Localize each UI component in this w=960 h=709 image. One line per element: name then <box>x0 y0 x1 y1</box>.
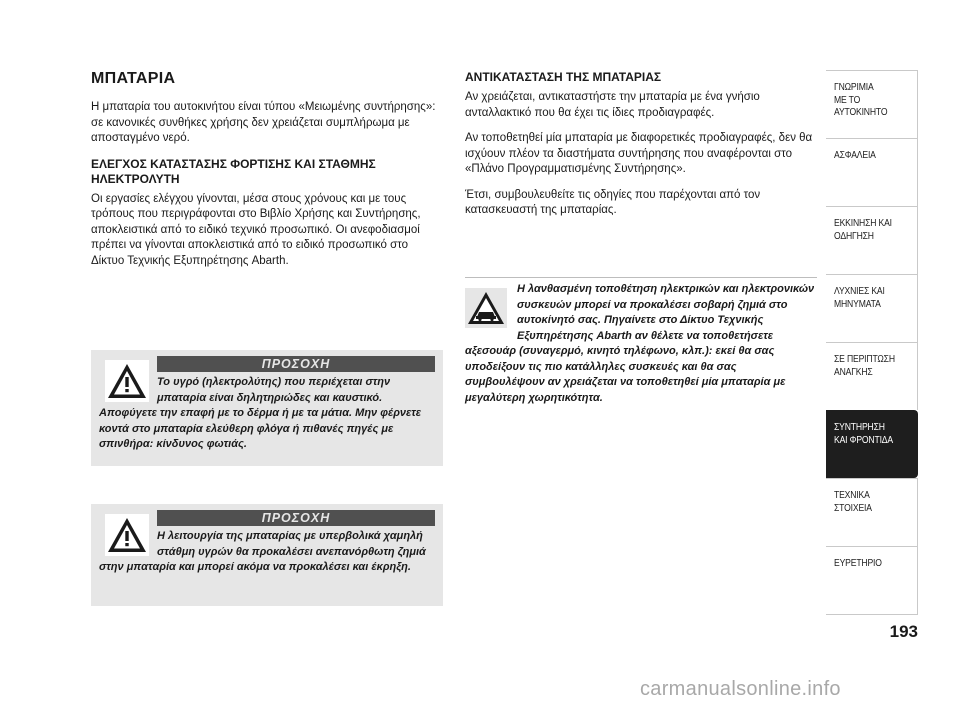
tab-safety[interactable] <box>826 138 918 206</box>
tab-index[interactable] <box>826 546 918 614</box>
replacement-text-2: Αν τοποθετηθεί μία μπαταρία με διαφορετικές προδιαγραφές, δεν θα ισχύουν πλέον τα διαστήματα συντήρησης που αναφέρονται στο «Πλάνο Προγραμματισμένης Συντήρησης». <box>465 132 813 175</box>
tab-label: ΕΚΚΙΝΗΣΗ ΚΑΙ ΟΔΗΓΗΣΗ <box>834 217 892 242</box>
tab-starting-driving[interactable] <box>826 206 918 274</box>
tab-label: ΑΣΦΑΛΕΙΑ <box>834 149 876 161</box>
watermark: carmanualsonline.info <box>640 678 841 700</box>
warning-text: Η λειτουργία της μπαταρίας με υπερβολικά χαμηλή στάθμη υγρών θα προκαλέσει ανεπανόρθωτη ζημιά στην μπαταρία και μπορεί ακόμα να προκαλέσει και έκρηξη. <box>99 530 426 573</box>
tab-maintenance[interactable] <box>826 410 918 478</box>
tab-label: ΣΕ ΠΕΡΙΠΤΩΣΗ ΑΝΑΓΚΗΣ <box>834 353 895 378</box>
check-text: Οι εργασίες ελέγχου γίνονται, μέσα στους χρόνους και με τους τρόπους που περιγράφονται στο Βιβλίο Χρήσης και Συντήρησης, αποκλειστικά από το ειδικό τεχνικό προσωπικό. Οι ανεφοδιασμοί πρέπει να γίνονται αποκλειστικά από το ειδικό προσωπικό στο Δίκτυο Τεχνικής Εξυπηρέτησης Abarth. <box>91 192 421 267</box>
page-number: 193 <box>889 622 918 641</box>
warning-header: ΠΡΟΣΟΧΗ <box>157 510 435 526</box>
warning-text: Το υγρό (ηλεκτρολύτης) που περιέχεται στην μπαταρία είναι δηλητηριώδες και καυστικό. Αποφύγετε την επαφή με το δέρμα ή με τα μάτια. Μην φέρνετε κοντά στο μπαταρία ελεύθερη φλόγα ή πιθανές πηγές με σπινθήρα: κίνδυνος φωτιάς. <box>99 376 422 450</box>
battery-intro: Η μπαταρία του αυτοκινήτου είναι τύπου «Μειωμένης συντήρησης»: σε κανονικές συνθήκες χρήσης δεν χρειάζεται συμπλήρωμα με αποσταγμένο νερό. <box>91 101 436 144</box>
tab-label: ΕΥΡΕΤΗΡΙΟ <box>834 557 882 569</box>
note-box-accessories <box>465 277 817 406</box>
tab-label: ΤΕΧΝΙΚΑ ΣΤΟΙΧΕΙΑ <box>834 489 872 514</box>
tab-getting-to-know[interactable] <box>826 70 918 138</box>
warning-triangle-icon <box>105 514 149 556</box>
tab-lights-messages[interactable] <box>826 274 918 342</box>
tab-label: ΓΝΩΡΙΜΙΑ ΜΕ ΤΟ ΑΥΤΟΚΙΝΗΤΟ <box>834 81 888 118</box>
tab-technical-data[interactable] <box>826 478 918 546</box>
warning-header: ΠΡΟΣΟΧΗ <box>157 356 435 372</box>
warning-triangle-icon <box>105 360 149 402</box>
replacement-text-3: Έτσι, συμβουλευθείτε τις οδηγίες που παρέχονται από τον κατασκευαστή της μπαταρίας. <box>465 188 761 216</box>
replacement-title: ΑΝΤΙΚΑΤΑΣΤΑΣΗ ΤΗΣ ΜΠΑΤΑΡΙΑΣ <box>465 70 662 84</box>
right-column <box>465 70 817 229</box>
tab-emergency[interactable] <box>826 342 918 410</box>
warning-box-low-level <box>91 504 443 606</box>
battery-title: ΜΠΑΤΑΡΙΑ <box>91 70 176 87</box>
left-column <box>91 70 443 279</box>
check-title: ΕΛΕΓΧΟΣ ΚΑΤΑΣΤΑΣΗΣ ΦΟΡΤΙΣΗΣ ΚΑΙ ΣΤΑΘΜΗΣ ΗΛΕΚΤΡΟΛΥΤΗ <box>91 156 376 186</box>
tab-label: ΛΥΧΝΙΕΣ ΚΑΙ ΜΗΝΥΜΑΤΑ <box>834 285 885 310</box>
replacement-text-1: Αν χρειάζεται, αντικαταστήστε την μπαταρία με ένα γνήσιο ανταλλακτικό που θα έχει τις ίδιες προδιαγραφές. <box>465 91 760 119</box>
note-text: Η λανθασμένη τοποθέτηση ηλεκτρικών και ηλεκτρονικών συσκευών μπορεί να προκαλέσει σοβαρή ζημιά στο αυτοκίνητό σας. Πηγαίνετε στο Δίκτυο Τεχνικής Εξυπηρέτησης Abarth αν θέλετε να τοποθετήσετε αξεσουάρ (συναγερμό, κινητό τηλέφωνο, κλπ.): εκεί θα σας υποδείξουν τις πιο κατάλληλες συσκευές και θα σας συμβουλέψουν αν χρειάζεται να τοποθετηθεί μία μπαταρία με μεγαλύτερη χωρητικότητα. <box>465 283 815 404</box>
car-warning-icon <box>465 288 507 328</box>
tabs-divider <box>826 614 918 616</box>
warning-box-electrolyte <box>91 350 443 466</box>
tab-label: ΣΥΝΤΗΡΗΣΗ ΚΑΙ ΦΡΟΝΤΙΔΑ <box>834 421 893 446</box>
chapter-tabs <box>826 70 918 616</box>
